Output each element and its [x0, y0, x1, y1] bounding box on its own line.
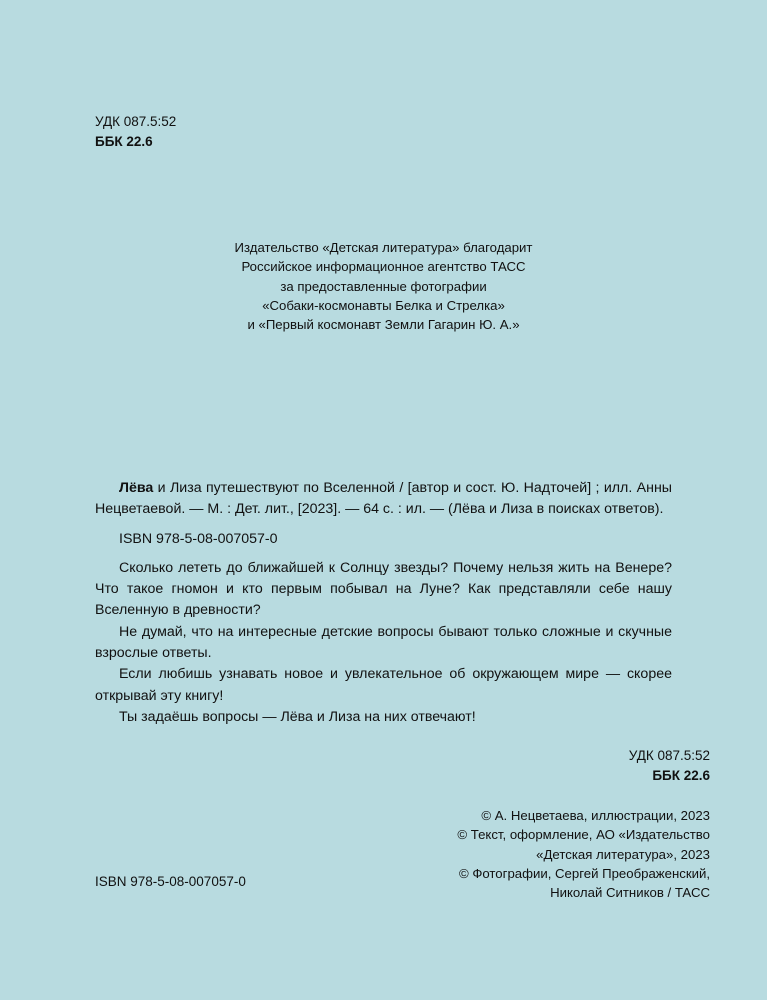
acknowledgement-line-2: Российское информационное агентство ТАСС	[241, 259, 526, 275]
citation-title-bold: Лёва	[119, 480, 154, 496]
acknowledgement-line-1: Издательство «Детская литература» благодарит	[234, 240, 533, 255]
classification-codes-top	[95, 112, 176, 151]
isbn-citation: ISBN 978-5-08-007057-0	[119, 530, 278, 547]
bbk-code-top: ББК 22.6	[95, 133, 153, 149]
acknowledgement-line-5: и «Первый космонавт Земли Гагарин Ю. А.»	[247, 317, 520, 333]
udk-code-top: УДК 087.5:52	[95, 114, 177, 129]
acknowledgement-block	[0, 238, 767, 334]
udk-code-bottom: УДК 087.5:52	[628, 748, 710, 763]
annotation-paragraph-1: Сколько лететь до ближайшей к Солнцу звезды? Почему нельзя жить на Венере? Что такое гномон и кто первым побывал на Луне? Как представляли себе нашу Вселенную в древности?	[95, 559, 672, 619]
citation-entry	[95, 478, 672, 521]
isbn-bottom: ISBN 978-5-08-007057-0	[95, 874, 246, 889]
annotation-paragraph-2: Не думай, что на интересные детские вопросы бывают только сложные и скучные взрослые ответы.	[95, 623, 672, 662]
copyright-line-5: Николай Ситников / ТАСС	[550, 885, 710, 901]
bibliographic-description	[95, 478, 672, 728]
annotation-paragraph-3: Если любишь узнавать новое и увлекательное об окружающем мире — скорее открывай эту книгу!	[95, 666, 672, 704]
acknowledgement-line-4: «Собаки-космонавты Белка и Стрелка»	[262, 297, 505, 313]
annotation-paragraph-4: Ты задаёшь вопросы — Лёва и Лиза на них отвечают!	[119, 708, 476, 725]
copyright-line-1: © А. Нецветаева, иллюстрации, 2023	[481, 808, 710, 823]
citation-rest: и Лиза путешествуют по Вселенной / [автор и сост. Ю. Надточей] ; илл. Анны Нецветаевой. — М. : Дет. лит., [2023]. — 64 с. : ил. — (Лёва и Лиза в поисках ответов).	[95, 480, 672, 518]
copyright-line-2: © Текст, оформление, АО «Издательство	[457, 827, 710, 843]
acknowledgement-line-3: за предоставленные фотографии	[280, 278, 487, 294]
copyright-block	[380, 806, 710, 902]
copyright-line-3: «Детская литература», 2023	[536, 846, 710, 862]
classification-codes-bottom	[629, 746, 710, 785]
bbk-code-bottom: ББК 22.6	[652, 767, 710, 783]
copyright-line-4: © Фотографии, Сергей Преображенский,	[458, 865, 710, 881]
